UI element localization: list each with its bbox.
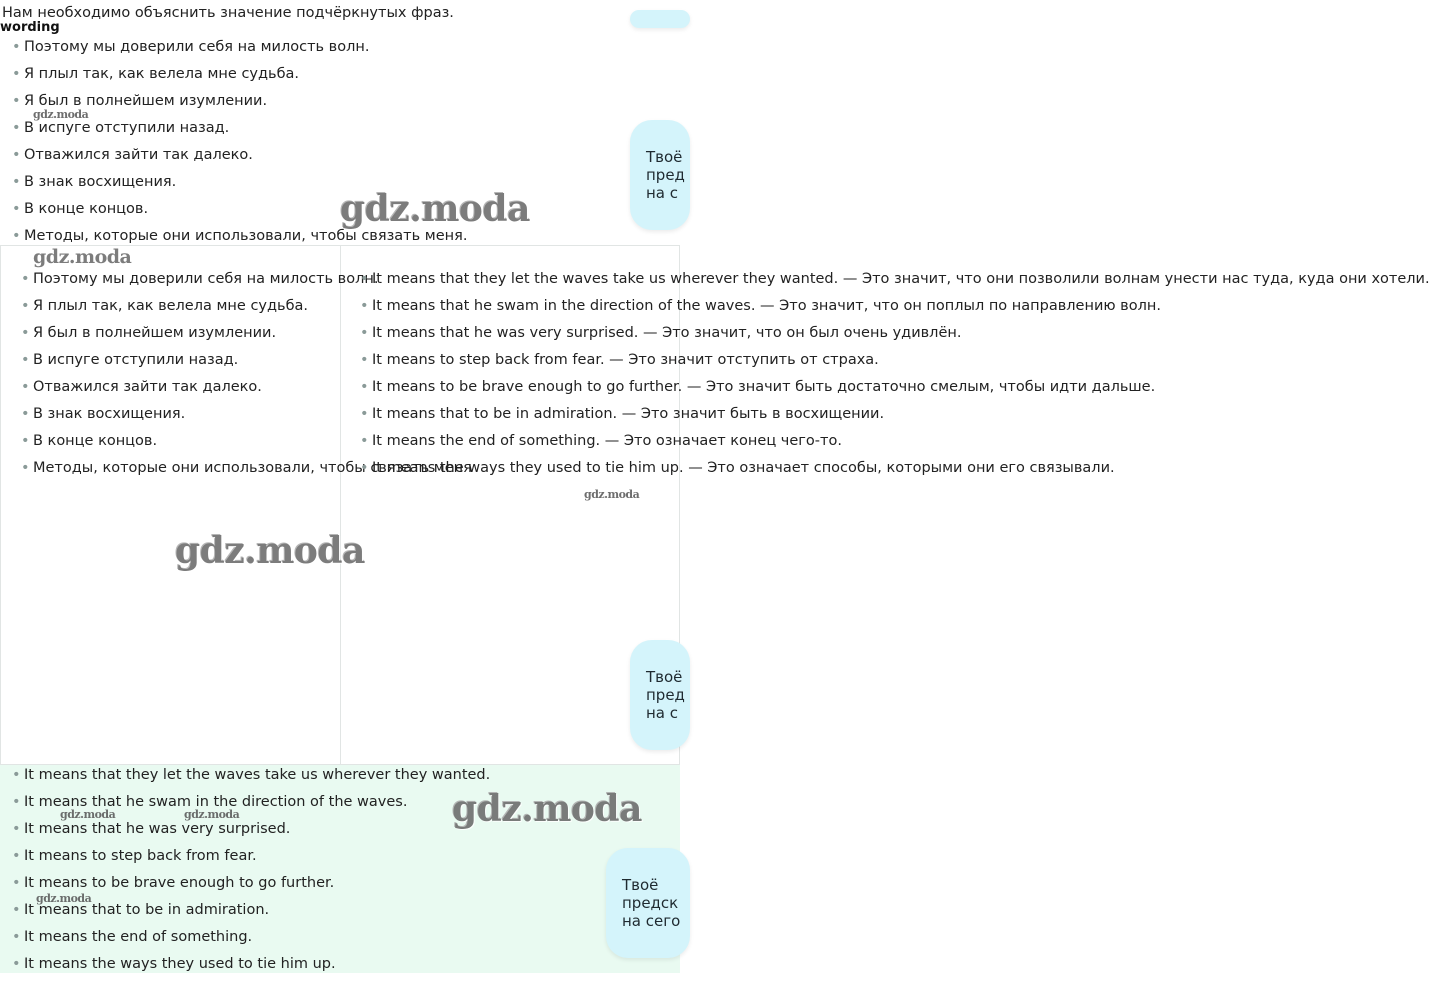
watermark-logo: gdz.moda — [184, 808, 240, 821]
left-column-list — [21, 269, 472, 485]
list-item: • It means that they let the waves take us wherever they wanted. — [12, 766, 490, 793]
table-cell-item: • Я был в полнейшем изумлении. — [21, 323, 341, 343]
watermark-logo: gdz.moda — [36, 892, 92, 905]
watermark-logo: gdz.moda — [33, 246, 132, 268]
list-item: • It means that he was very surprised. — [12, 820, 490, 847]
list-item: • В конце концов. — [12, 200, 467, 227]
list-item: • It means the end of something. — [12, 928, 490, 955]
table-cell-item: • Отважился зайти так далеко. — [21, 377, 341, 397]
chat-bubble[interactable] — [606, 848, 690, 958]
table-cell-item: • It means that they let the waves take us wherever they wanted. — Это значит, что они позволили волнам унести нас туда, куда они хотели. — [360, 269, 665, 289]
table-cell-item: • It means to be brave enough to go further. — Это значит быть достаточно смелым, чтобы идти дальше. — [360, 377, 665, 397]
chat-bubble-text: Твоё пред на с — [646, 668, 685, 722]
table-cell-item: • Я плыл так, как велела мне судьба. — [21, 296, 341, 316]
watermark-logo: gdz.moda — [60, 808, 116, 821]
watermark-logo: gdz.moda — [340, 188, 530, 230]
list-item: • It means to be brave enough to go further. — [12, 874, 490, 901]
chat-bubble[interactable] — [630, 640, 690, 750]
cut-off-label: wording — [0, 20, 60, 35]
watermark-logo: gdz.moda — [452, 788, 642, 830]
table-cell-item: • It means that to be in admiration. — Это значит быть в восхищении. — [360, 404, 665, 424]
table-cell-item: • В знак восхищения. — [21, 404, 341, 424]
list-item: • В испуге отступили назад. — [12, 119, 467, 146]
answers-list — [12, 766, 490, 982]
chat-bubble-top[interactable] — [630, 10, 690, 28]
list-item: • Методы, которые они использовали, чтобы связать меня. — [12, 227, 467, 254]
list-item: • It means to step back from fear. — [12, 847, 490, 874]
list-item: • Отважился зайти так далеко. — [12, 146, 467, 173]
chat-bubble[interactable] — [630, 120, 690, 230]
list-item: • It means that to be in admiration. — [12, 901, 490, 928]
intro-text: Нам необходимо объяснить значение подчёркнутых фраз. — [2, 5, 454, 21]
chat-bubble-text: Твоё предск на сего — [622, 876, 681, 930]
table-cell-item: • It means the end of something. — Это означает конец чего-то. — [360, 431, 665, 451]
list-item: • It means the ways they used to tie him up. — [12, 955, 490, 982]
table-cell-item: • It means the ways they used to tie him up. — Это означает способы, которыми они его связывали. — [360, 458, 665, 478]
table-cell-item: • It means that he was very surprised. — Это значит, что он был очень удивлён. — [360, 323, 665, 343]
list-item: • Я был в полнейшем изумлении. — [12, 92, 467, 119]
chat-bubble-text: Твоё пред на с — [646, 148, 685, 202]
table-cell-item: • В конце концов. — [21, 431, 341, 451]
table-cell-item: • It means that he swam in the direction of the waves. — Это значит, что он поплыл по направлению волн. — [360, 296, 665, 316]
right-column-list — [360, 269, 1430, 485]
list-item: • Поэтому мы доверили себя на милость волн. — [12, 38, 467, 65]
watermark-logo: gdz.moda — [175, 530, 365, 572]
table-cell-item: • Поэтому мы доверили себя на милость волн. — [21, 269, 341, 289]
list-item: • It means that he swam in the direction of the waves. — [12, 793, 490, 820]
list-item: • В знак восхищения. — [12, 173, 467, 200]
watermark-logo: gdz.moda — [33, 108, 89, 121]
watermark-logo: gdz.moda — [584, 488, 640, 501]
table-cell-item: • It means to step back from fear. — Это значит отступить от страха. — [360, 350, 665, 370]
table-cell-item: • В испуге отступили назад. — [21, 350, 341, 370]
table-cell-item: • Методы, которые они использовали, чтобы связать меня — [21, 458, 341, 478]
list-item: • Я плыл так, как велела мне судьба. — [12, 65, 467, 92]
